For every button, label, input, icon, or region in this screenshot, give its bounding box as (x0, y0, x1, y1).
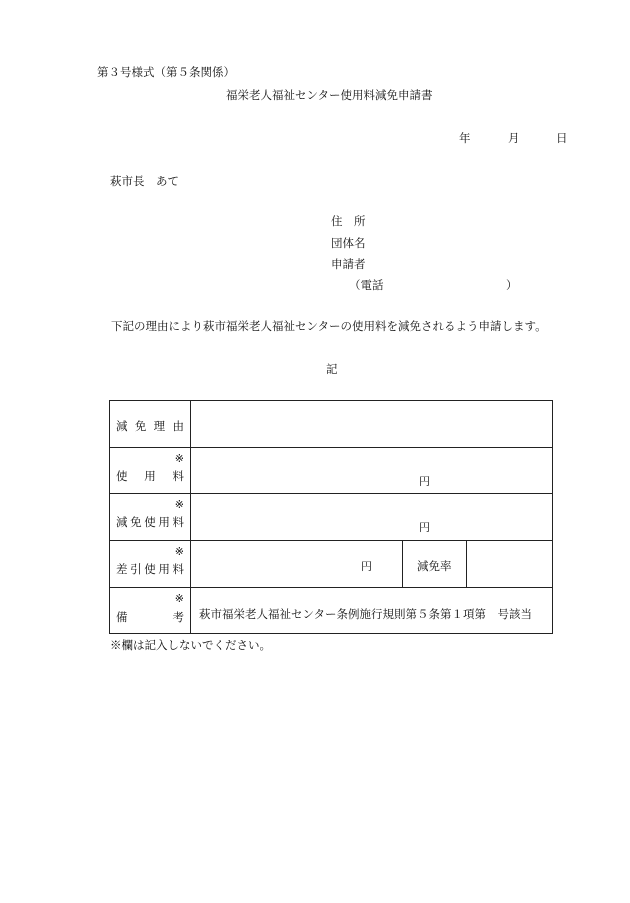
row-label-cell (110, 588, 191, 633)
phone-close-paren: ） (506, 278, 518, 292)
admin-only-mark: ※ (174, 452, 184, 465)
addressee: 萩市長 あて (110, 174, 179, 188)
group-name-label: 団体名 (331, 236, 366, 250)
remarks-label-right: 考 (172, 610, 184, 624)
net-fee-row (110, 541, 552, 588)
admin-only-mark: ※ (174, 545, 184, 558)
application-table (109, 400, 553, 634)
date-year-label: 年 (459, 131, 471, 145)
reduction-rate-label: 減免率 (417, 559, 452, 573)
yen-unit: 円 (419, 521, 430, 534)
footnote: ※欄は記入しないでください。 (110, 638, 271, 652)
yen-unit: 円 (419, 475, 430, 488)
usage-fee-row (110, 448, 552, 494)
reduced-fee-label: 減 免 使 用 料 (116, 515, 184, 529)
date-month-label: 月 (508, 131, 520, 145)
phone-label: （電話 (349, 278, 384, 292)
net-fee-label: 差 引 使 用 料 (116, 562, 184, 576)
admin-only-mark: ※ (174, 592, 184, 605)
row-label-cell (110, 494, 191, 540)
row-label-cell (110, 401, 191, 447)
yen-unit: 円 (361, 560, 372, 573)
date-day-label: 日 (556, 131, 568, 145)
remarks-row (110, 588, 552, 633)
row-label-cell (110, 448, 191, 493)
admin-only-mark: ※ (174, 498, 184, 511)
remarks-label-left: 備 (116, 610, 128, 624)
form-number: 第３号様式（第５条関係） (97, 65, 235, 79)
row-label-cell (110, 541, 191, 587)
cell-divider (402, 541, 403, 587)
usage-fee-label: 使 用 料 (116, 469, 184, 483)
remarks-content: 萩市福栄老人福祉センター条例施行規則第５条第１項第 号該当 (199, 607, 533, 621)
cell-divider (466, 541, 467, 587)
reduced-fee-row (110, 494, 552, 541)
reduction-reason-label: 減 免 理 由 (116, 419, 184, 433)
ki-heading: 記 (326, 362, 338, 376)
address-label: 住 所 (331, 214, 366, 228)
applicant-label: 申請者 (331, 257, 366, 271)
request-statement: 下記の理由により萩市福栄老人福祉センターの使用料を減免されるよう申請します。 (111, 319, 547, 333)
page-title: 福栄老人福祉センター使用料減免申請書 (226, 88, 433, 102)
reduction-reason-row (110, 401, 552, 448)
